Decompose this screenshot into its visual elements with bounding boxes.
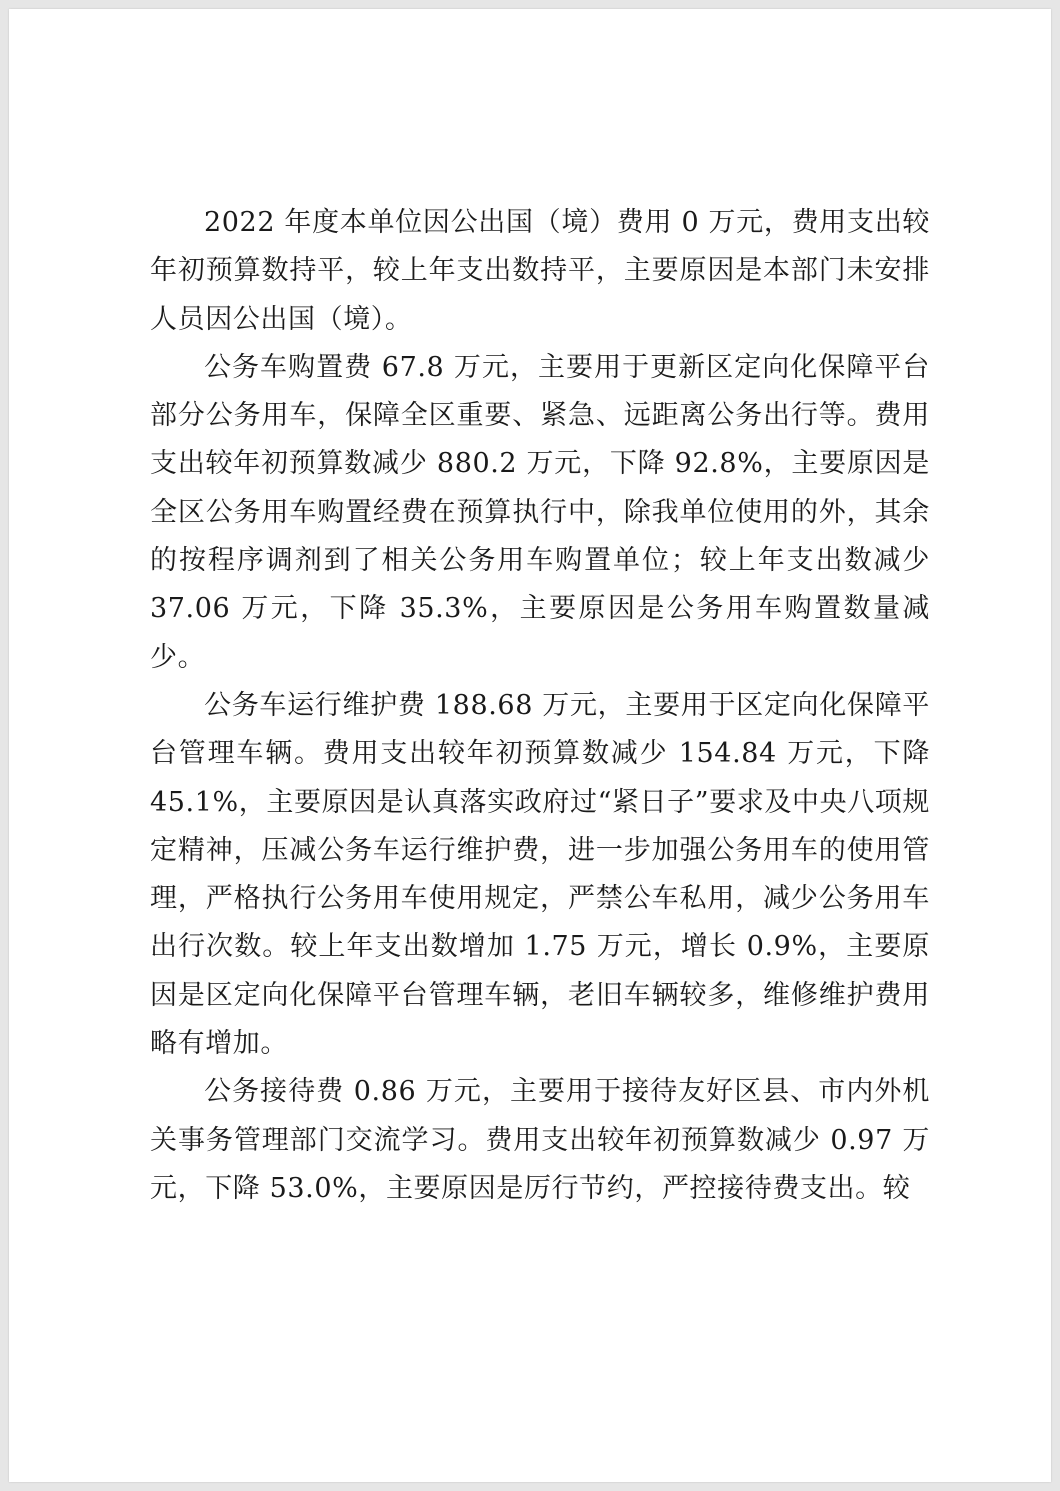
paragraph-vehicle-maintenance: 公务车运行维护费 188.68 万元，主要用于区定向化保障平台管理车辆。费用支出较年初预算数减少 154.84 万元，下降 45.1%，主要原因是认真落实政府过“紧日子”要求及中央八项规定精神，压减公务车运行维护费，进一步加强公务用车的使用管理，严格执行公务用车使用规定，严禁公车私用，减少公务用车出行次数。较上年支出数增加 1.75 万元，增长 0.9%，主要原因是区定向化保障平台管理车辆，老旧车辆较多，维修维护费用略有增加。 [150,689,930,1060]
document-page [9,9,1051,1482]
paragraph-reception: 公务接待费 0.86 万元，主要用于接待友好区县、市内外机关事务管理部门交流学习。费用支出较年初预算数减少 0.97 万元，下降 53.0%，主要原因是厉行节约，严控接待费支出。较 [150,1076,930,1204]
paragraph-vehicle-purchase: 公务车购置费 67.8 万元，主要用于更新区定向化保障平台部分公务用车，保障全区重要、紧急、远距离公务出行等。费用支出较年初预算数减少 880.2 万元，下降 92.8%，主要原因是全区公务用车购置经费在预算执行中，除我单位使用的外，其余的按程序调剂到了相关公务用车购置单位；较上年支出数减少 37.06 万元，下降 35.3%，主要原因是公务用车购置数量减少。 [150,351,930,673]
document-body [150,199,930,1213]
paragraph-overseas-travel: 2022 年度本单位因公出国（境）费用 0 万元，费用支出较年初预算数持平，较上年支出数持平，主要原因是本部门未安排人员因公出国（境）。 [150,207,930,335]
